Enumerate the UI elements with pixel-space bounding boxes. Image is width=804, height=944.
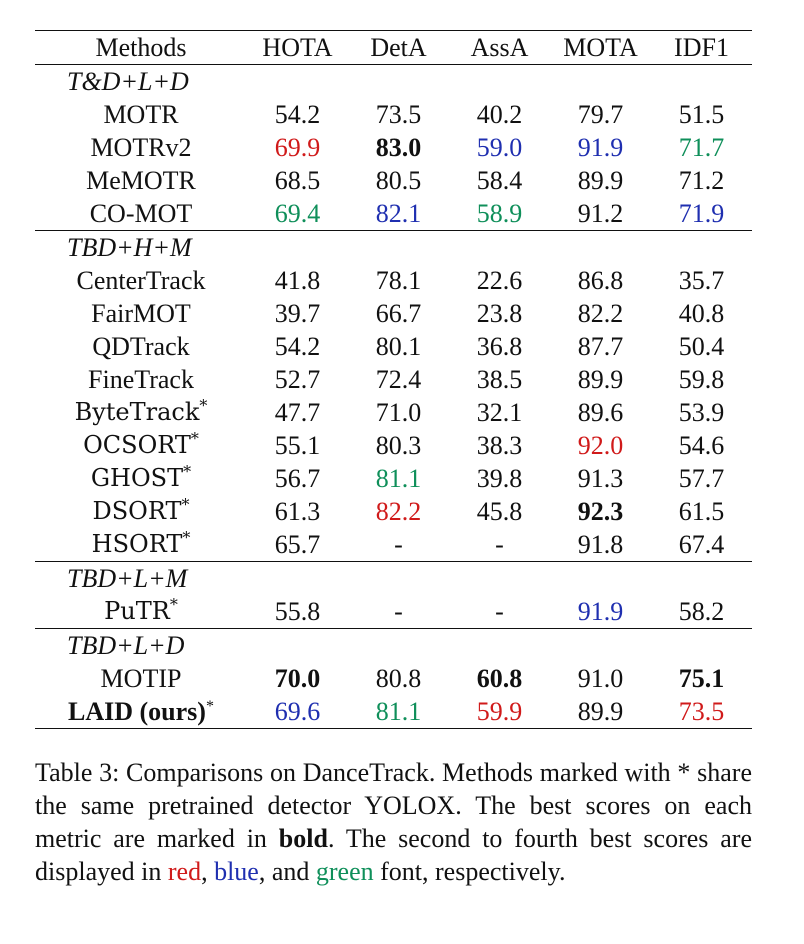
column-header-methods: Methods xyxy=(95,33,187,62)
cell-mota: 89.9 xyxy=(577,166,624,195)
cell-assa: 38.3 xyxy=(476,431,523,460)
method-name: DSORT xyxy=(92,497,182,525)
cell-assa: 58.9 xyxy=(476,199,523,228)
cell-idf1: 58.2 xyxy=(678,597,725,626)
cell-assa: 38.5 xyxy=(476,365,523,394)
cell-mota: 92.0 xyxy=(577,431,624,460)
method-name: OCSORT xyxy=(83,431,191,459)
cell-assa: - xyxy=(495,530,504,559)
cell-hota: 69.9 xyxy=(274,133,321,162)
method-cell xyxy=(35,264,247,297)
cell-idf1: 71.9 xyxy=(678,199,725,228)
table-row xyxy=(35,429,752,462)
cell-mota: 89.6 xyxy=(577,398,624,427)
method-name: FairMOT xyxy=(91,299,191,328)
cell-deta: 71.0 xyxy=(375,398,422,427)
pretrained-detector-marker: * xyxy=(199,396,208,415)
table-group xyxy=(35,629,752,729)
method-cell xyxy=(35,462,247,495)
table-row xyxy=(35,695,752,729)
cell-mota: 91.9 xyxy=(577,133,624,162)
cell-idf1: 71.7 xyxy=(678,133,725,162)
method-cell xyxy=(35,528,247,562)
cell-deta: 80.1 xyxy=(375,332,422,361)
cell-hota: 68.5 xyxy=(274,166,321,195)
cell-mota: 79.7 xyxy=(577,100,624,129)
method-cell xyxy=(35,131,247,164)
method-name: MeMOTR xyxy=(86,166,196,195)
cell-idf1: 54.6 xyxy=(678,431,725,460)
method-cell xyxy=(35,495,247,528)
cell-assa: 23.8 xyxy=(476,299,523,328)
group-label: TBD+L+D xyxy=(35,629,752,663)
group-header-row xyxy=(35,231,752,265)
cell-idf1: 57.7 xyxy=(678,464,725,493)
cell-hota: 54.2 xyxy=(274,332,321,361)
cell-hota: 70.0 xyxy=(274,664,321,693)
caption-green-word: green xyxy=(315,857,374,886)
cell-hota: 65.7 xyxy=(274,530,321,559)
cell-deta: 81.1 xyxy=(348,695,449,729)
caption-text-2: . The second to fourth best scores are displayed in xyxy=(35,824,752,886)
table-row xyxy=(35,98,752,131)
cell-assa: - xyxy=(495,597,504,626)
cell-assa: 22.6 xyxy=(476,266,523,295)
method-name: CenterTrack xyxy=(76,266,206,295)
cell-idf1: 35.7 xyxy=(678,266,725,295)
pretrained-detector-marker: * xyxy=(183,462,192,481)
cell-mota: 89.9 xyxy=(550,695,651,729)
cell-hota: 55.1 xyxy=(274,431,321,460)
caption-blue-word: blue xyxy=(214,857,259,886)
table-caption xyxy=(35,756,752,888)
cell-mota: 91.8 xyxy=(577,530,624,559)
column-header-hota: HOTA xyxy=(262,33,333,62)
cell-assa: 59.9 xyxy=(449,695,550,729)
cell-deta: 80.3 xyxy=(375,431,422,460)
method-cell xyxy=(35,429,247,462)
caption-sep-2: , and xyxy=(258,857,316,886)
cell-mota: 91.9 xyxy=(577,597,624,626)
cell-assa: 36.8 xyxy=(476,332,523,361)
method-cell xyxy=(35,662,247,695)
cell-hota: 47.7 xyxy=(274,398,321,427)
cell-idf1: 59.8 xyxy=(678,365,725,394)
method-cell xyxy=(35,363,247,396)
caption-text-1: Table 3: Comparisons on DanceTrack. Methods marked with * share the same pretrained detector YOLOX. The best scores on each metric are marked in xyxy=(35,758,752,853)
method-cell xyxy=(35,197,247,231)
pretrained-detector-marker: * xyxy=(182,528,191,547)
pretrained-detector-marker: * xyxy=(190,429,199,448)
cell-idf1: 67.4 xyxy=(678,530,725,559)
method-name: MOTR xyxy=(103,100,179,129)
cell-idf1: 71.2 xyxy=(678,166,725,195)
cell-assa: 32.1 xyxy=(476,398,523,427)
method-name: MOTIP xyxy=(100,664,182,693)
caption-text-3: font, respectively. xyxy=(373,857,566,886)
method-name: GHOST xyxy=(90,464,184,492)
column-header-mota: MOTA xyxy=(563,33,638,62)
method-name: CO-MOT xyxy=(89,199,193,228)
cell-mota: 91.3 xyxy=(577,464,624,493)
column-header-idf1: IDF1 xyxy=(674,33,729,62)
table-row xyxy=(35,297,752,330)
cell-mota: 87.7 xyxy=(577,332,624,361)
table-row xyxy=(35,264,752,297)
method-cell xyxy=(35,164,247,197)
cell-hota: 69.4 xyxy=(274,199,321,228)
table-row xyxy=(35,495,752,528)
cell-deta: 81.1 xyxy=(375,464,422,493)
cell-idf1: 61.5 xyxy=(678,497,725,526)
method-name: PuTR xyxy=(104,597,170,625)
table-row xyxy=(35,131,752,164)
cell-deta: 82.2 xyxy=(375,497,422,526)
cell-deta: 80.5 xyxy=(375,166,422,195)
results-table xyxy=(35,30,752,729)
cell-deta: 66.7 xyxy=(375,299,422,328)
table-row xyxy=(35,396,752,429)
cell-idf1: 51.5 xyxy=(678,100,725,129)
cell-mota: 92.3 xyxy=(577,497,624,526)
group-header-row xyxy=(35,65,752,99)
method-cell xyxy=(35,98,247,131)
cell-idf1: 53.9 xyxy=(678,398,725,427)
cell-deta: 80.8 xyxy=(375,664,422,693)
method-name: QDTrack xyxy=(92,332,190,361)
table-header-row xyxy=(35,31,752,65)
method-cell xyxy=(35,595,247,629)
cell-mota: 91.2 xyxy=(577,199,624,228)
table-group xyxy=(35,231,752,562)
results-table-container xyxy=(35,30,752,729)
cell-mota: 82.2 xyxy=(577,299,624,328)
method-name: ByteTrack xyxy=(74,398,200,426)
cell-assa: 39.8 xyxy=(476,464,523,493)
cell-mota: 91.0 xyxy=(577,664,624,693)
table-group xyxy=(35,562,752,629)
cell-assa: 45.8 xyxy=(476,497,523,526)
table-row xyxy=(35,462,752,495)
cell-assa: 40.2 xyxy=(476,100,523,129)
cell-assa: 58.4 xyxy=(476,166,523,195)
column-header-assa: AssA xyxy=(470,33,529,62)
group-header-row xyxy=(35,562,752,596)
method-cell xyxy=(35,396,247,429)
pretrained-detector-marker: * xyxy=(169,595,178,614)
cell-hota: 54.2 xyxy=(274,100,321,129)
cell-idf1: 40.8 xyxy=(678,299,725,328)
cell-deta: 82.1 xyxy=(375,199,422,228)
caption-bold-word: bold xyxy=(278,824,328,853)
group-label: TBD+L+M xyxy=(35,562,752,596)
cell-idf1: 50.4 xyxy=(678,332,725,361)
method-name: LAID (ours) xyxy=(68,697,206,726)
table-row xyxy=(35,662,752,695)
table-row xyxy=(35,528,752,562)
column-header-deta: DetA xyxy=(370,33,427,62)
cell-hota: 61.3 xyxy=(274,497,321,526)
table-row xyxy=(35,330,752,363)
cell-deta: 72.4 xyxy=(375,365,422,394)
cell-hota: 52.7 xyxy=(274,365,321,394)
table-row xyxy=(35,164,752,197)
method-cell xyxy=(35,330,247,363)
table-group xyxy=(35,65,752,231)
group-label: TBD+H+M xyxy=(35,231,752,265)
cell-assa: 60.8 xyxy=(476,664,523,693)
table-row xyxy=(35,363,752,396)
group-header-row xyxy=(35,629,752,663)
cell-mota: 86.8 xyxy=(577,266,624,295)
cell-deta: 73.5 xyxy=(375,100,422,129)
cell-hota: 41.8 xyxy=(274,266,321,295)
table-row xyxy=(35,197,752,231)
caption-red-word: red xyxy=(167,857,202,886)
cell-idf1: 73.5 xyxy=(651,695,752,729)
cell-deta: 78.1 xyxy=(375,266,422,295)
cell-hota: 55.8 xyxy=(274,597,321,626)
method-cell xyxy=(35,695,247,729)
cell-mota: 89.9 xyxy=(577,365,624,394)
cell-hota: 69.6 xyxy=(247,695,348,729)
method-name: HSORT xyxy=(91,530,183,558)
method-name: FineTrack xyxy=(88,365,194,394)
cell-deta: 83.0 xyxy=(375,133,422,162)
caption-sep-1: , xyxy=(201,857,215,886)
cell-deta: - xyxy=(394,597,403,626)
cell-idf1: 75.1 xyxy=(678,664,725,693)
table-row xyxy=(35,595,752,629)
cell-hota: 39.7 xyxy=(274,299,321,328)
method-name: MOTRv2 xyxy=(90,133,192,162)
cell-assa: 59.0 xyxy=(476,133,523,162)
pretrained-detector-marker: * xyxy=(205,698,214,715)
cell-deta: - xyxy=(394,530,403,559)
pretrained-detector-marker: * xyxy=(181,495,190,514)
group-label: T&D+L+D xyxy=(67,67,189,96)
method-cell xyxy=(35,297,247,330)
cell-hota: 56.7 xyxy=(274,464,321,493)
